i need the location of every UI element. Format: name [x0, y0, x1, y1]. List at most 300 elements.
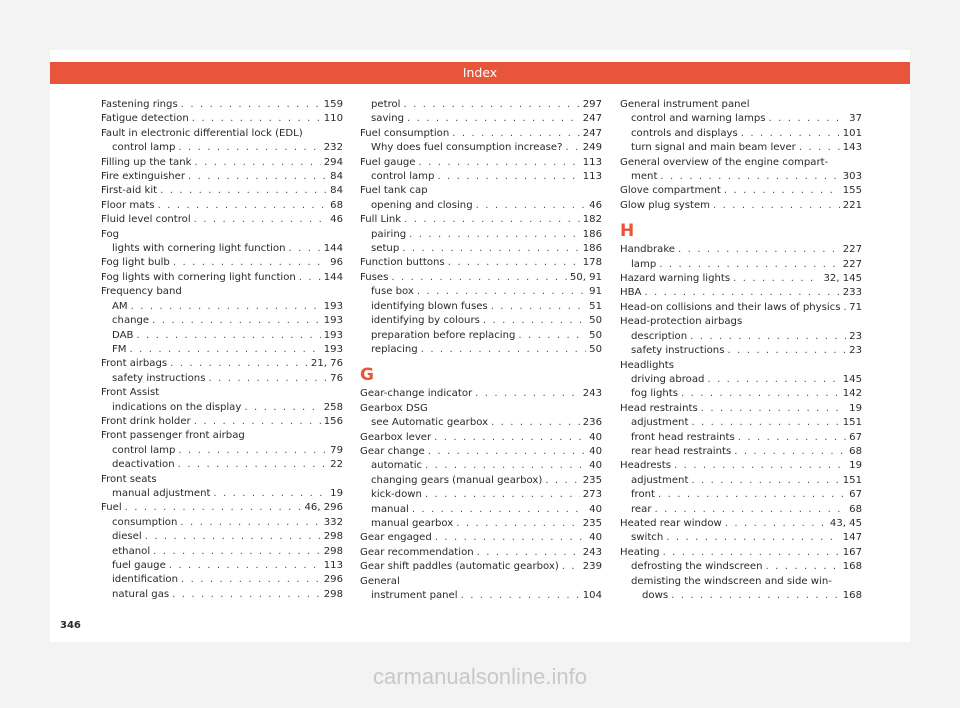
dot-leader	[299, 271, 321, 285]
entry-page-ref: 332	[323, 516, 343, 528]
entry-term: replacing	[371, 343, 418, 355]
entry-term: identifying blown fuses	[371, 300, 488, 312]
entry-page-ref: 303	[842, 171, 862, 183]
dot-leader	[181, 573, 321, 587]
dot-leader	[160, 184, 327, 198]
entry-term: pairing	[371, 228, 407, 240]
entry-term: Why does fuel consumption increase?	[371, 142, 563, 154]
entry-term: Headrests	[620, 460, 672, 472]
dot-leader	[412, 503, 586, 517]
dot-leader	[707, 373, 839, 387]
entry-term: turn signal and main beam lever	[631, 142, 796, 154]
entry-page-ref: 249	[582, 142, 602, 154]
dot-leader	[491, 300, 586, 314]
dot-leader	[421, 343, 586, 357]
index-entry	[620, 170, 862, 184]
entry-page-ref: 294	[323, 156, 343, 168]
entry-page-ref: 68	[330, 199, 343, 211]
entry-term: opening and closing	[371, 199, 473, 211]
dot-leader	[733, 272, 820, 286]
entry-page-ref: 21, 76	[310, 358, 343, 370]
index-entry	[101, 573, 343, 587]
dot-leader	[178, 444, 327, 458]
entry-page-ref: 298	[323, 588, 343, 600]
dot-leader	[181, 98, 321, 112]
dot-leader	[690, 330, 846, 344]
index-entry	[620, 387, 862, 401]
page-title: Index	[462, 65, 498, 80]
entry-term: Fatigue detection	[101, 113, 189, 125]
entry-page-ref: 144	[323, 243, 343, 255]
entry-page-ref: 247	[582, 113, 602, 125]
entry-page-ref: 156	[323, 415, 343, 427]
dot-leader	[724, 184, 840, 198]
entry-page-ref: 144	[323, 271, 343, 283]
entry-page-ref: 159	[323, 99, 343, 110]
dot-leader	[658, 488, 846, 502]
entry-term: manual gearbox	[371, 517, 454, 529]
dot-leader	[562, 560, 580, 574]
index-entry	[360, 199, 602, 213]
entry-term: First-aid kit	[101, 185, 158, 197]
entry-term: Glow plug system	[620, 199, 710, 211]
dot-leader	[152, 314, 321, 328]
entry-page-ref: 84	[330, 185, 343, 197]
entry-page-ref: 168	[842, 561, 862, 573]
index-entry	[101, 300, 343, 314]
entry-term: Hazard warning lights	[620, 273, 731, 285]
index-entry	[620, 402, 862, 416]
index-column-2	[360, 98, 602, 603]
entry-term: instrument panel	[371, 590, 458, 601]
entry-page-ref: 19	[330, 487, 343, 499]
entry-page-ref: 50	[589, 315, 602, 327]
entry-term: see Automatic gearbox	[371, 417, 489, 429]
entry-term: rear head restraints	[631, 445, 732, 457]
dot-leader	[741, 127, 840, 141]
index-heading: Fog	[101, 228, 120, 240]
index-entry	[101, 458, 343, 472]
entry-term: Gearbox lever	[360, 431, 432, 443]
dot-leader	[660, 170, 839, 184]
entry-term: control and warning lamps	[631, 113, 766, 125]
dot-leader	[435, 531, 586, 545]
entry-page-ref: 67	[849, 431, 862, 443]
index-entry	[620, 272, 862, 286]
entry-term: fuel gauge	[112, 560, 166, 571]
index-entry	[101, 199, 343, 213]
index-entry	[360, 213, 602, 227]
dot-leader	[691, 474, 839, 488]
index-entry	[620, 546, 862, 560]
dot-leader	[448, 256, 580, 270]
dot-leader	[188, 170, 327, 184]
index-entry	[360, 474, 602, 488]
entry-page-ref: 155	[842, 185, 862, 197]
index-entry	[360, 488, 602, 502]
entry-term: manual	[371, 503, 409, 515]
dot-leader	[483, 314, 586, 328]
index-entry	[101, 588, 343, 602]
index-entry	[620, 560, 862, 574]
entry-page-ref: 50, 91	[569, 271, 602, 283]
dot-leader	[476, 199, 587, 213]
entry-term: Fog light bulb	[101, 257, 170, 269]
entry-page-ref: 40	[589, 445, 602, 457]
dot-leader	[169, 559, 321, 573]
entry-term: Fuel gauge	[360, 156, 416, 168]
index-heading: Head-protection airbags	[620, 316, 743, 328]
entry-page-ref: 227	[842, 244, 862, 256]
dot-leader	[194, 415, 321, 429]
dot-leader	[701, 402, 846, 416]
entry-term: Fuses	[360, 271, 389, 283]
dot-leader	[428, 445, 586, 459]
entry-page-ref: 84	[330, 171, 343, 183]
entry-page-ref: 43, 45	[829, 517, 862, 529]
entry-page-ref: 68	[849, 445, 862, 457]
entry-page-ref: 186	[582, 243, 602, 255]
dot-leader	[158, 199, 328, 213]
entry-term: natural gas	[112, 588, 170, 600]
index-entry	[620, 589, 862, 603]
index-heading: Frequency band	[101, 286, 182, 298]
entry-term: Handbrake	[620, 244, 676, 256]
entry-page-ref: 40	[589, 532, 602, 544]
entry-page-ref: 19	[849, 402, 862, 414]
dot-leader	[418, 156, 579, 170]
index-heading: Gearbox DSG	[360, 402, 428, 414]
entry-term: ment	[631, 171, 658, 183]
index-entry	[360, 242, 602, 256]
entry-page-ref: 110	[323, 113, 343, 125]
entry-term: automatic	[371, 460, 423, 472]
entry-page-ref: 182	[582, 214, 602, 226]
entry-page-ref: 235	[582, 474, 602, 486]
index-entry	[360, 141, 602, 155]
entry-page-ref: 113	[323, 560, 343, 571]
dot-leader	[417, 285, 586, 299]
entry-term: dows	[642, 590, 669, 601]
dot-leader	[173, 256, 327, 270]
entry-page-ref: 71	[849, 301, 862, 313]
entry-term: Full Link	[360, 214, 402, 226]
entry-page-ref: 273	[582, 489, 602, 501]
entry-term: Floor mats	[101, 199, 155, 211]
index-column-3	[620, 98, 862, 603]
index-entry	[360, 431, 602, 445]
index-entry	[620, 431, 862, 445]
index-entry	[360, 416, 602, 430]
entry-term: adjustment	[631, 474, 689, 486]
entry-term: deactivation	[112, 459, 175, 471]
entry-page-ref: 46	[330, 214, 343, 226]
entry-page-ref: 258	[323, 401, 343, 413]
index-entry	[360, 285, 602, 299]
entry-term: adjustment	[631, 417, 689, 429]
entry-term: Function buttons	[360, 257, 445, 269]
dot-leader	[654, 503, 846, 517]
entry-page-ref: 227	[842, 258, 862, 270]
index-entry	[101, 444, 343, 458]
dot-leader	[194, 156, 320, 170]
dot-leader	[727, 344, 846, 358]
index-entry	[101, 213, 343, 227]
index-entry	[101, 156, 343, 170]
section-letter: H	[620, 221, 635, 242]
dot-leader	[674, 459, 846, 473]
entry-term: Gear shift paddles (automatic gearbox)	[360, 561, 559, 573]
dot-leader	[208, 372, 327, 386]
index-entry	[620, 416, 862, 430]
entry-term: controls and displays	[631, 127, 738, 139]
index-entry	[620, 474, 862, 488]
index-entry	[360, 560, 602, 574]
section-letter: G	[360, 365, 374, 386]
entry-page-ref: 143	[842, 142, 862, 154]
dot-leader	[738, 431, 846, 445]
entry-term: fuse box	[371, 286, 414, 298]
index-entry	[101, 343, 343, 357]
entry-page-ref: 243	[582, 546, 602, 558]
index-entry	[620, 286, 862, 300]
dot-leader	[289, 242, 321, 256]
entry-term: manual adjustment	[112, 487, 211, 499]
entry-page-ref: 79	[330, 444, 343, 456]
dot-leader	[843, 301, 846, 315]
entry-term: control lamp	[112, 142, 176, 154]
entry-term: Fuel	[101, 502, 122, 514]
entry-page-ref: 142	[842, 388, 862, 400]
entry-term: Gear-change indicator	[360, 388, 473, 400]
entry-term: identifying by colours	[371, 315, 480, 327]
entry-term: consumption	[112, 516, 178, 528]
entry-page-ref: 193	[323, 300, 343, 312]
index-column-1	[101, 98, 343, 602]
entry-page-ref: 151	[842, 417, 862, 429]
entry-term: Heating	[620, 546, 660, 558]
index-header	[50, 62, 910, 84]
dot-leader	[456, 517, 580, 531]
entry-term: lights with cornering light function	[112, 243, 286, 255]
entry-term: control lamp	[371, 171, 435, 183]
dot-leader	[659, 258, 839, 272]
entry-term: preparation before replacing	[371, 329, 516, 341]
index-entry	[101, 242, 343, 256]
entry-page-ref: 50	[589, 343, 602, 355]
entry-term: switch	[631, 532, 664, 544]
index-entry	[101, 314, 343, 328]
entry-term: petrol	[371, 99, 401, 110]
entry-term: lamp	[631, 258, 657, 270]
dot-leader	[565, 141, 579, 155]
index-entry	[101, 98, 343, 112]
index-entry	[360, 98, 602, 112]
index-heading: Fault in electronic differential lock (EDL)	[101, 127, 303, 139]
index-entry	[360, 503, 602, 517]
index-entry	[101, 329, 343, 343]
index-entry	[360, 329, 602, 343]
entry-page-ref: 91	[589, 286, 602, 298]
dot-leader	[178, 141, 320, 155]
entry-term: Front airbags	[101, 358, 168, 370]
dot-leader	[425, 488, 580, 502]
entry-term: HBA	[620, 287, 642, 299]
index-entry	[620, 141, 862, 155]
index-heading: Front Assist	[101, 387, 160, 399]
entry-term: Gear change	[360, 445, 425, 457]
entry-term: Fire extinguisher	[101, 171, 186, 183]
index-entry	[101, 530, 343, 544]
index-entry	[360, 156, 602, 170]
entry-page-ref: 19	[849, 460, 862, 472]
dot-leader	[194, 213, 328, 227]
entry-term: Gear engaged	[360, 532, 432, 544]
entry-page-ref: 298	[323, 545, 343, 557]
dot-leader	[131, 300, 321, 314]
index-heading: Front passenger front airbag	[101, 430, 245, 442]
index-entry	[101, 170, 343, 184]
dot-leader	[663, 546, 840, 560]
entry-page-ref: 147	[842, 532, 862, 544]
entry-page-ref: 168	[842, 590, 862, 601]
index-entry	[101, 256, 343, 270]
entry-term: FM	[112, 343, 127, 355]
entry-term: Fuel consumption	[360, 127, 450, 139]
dot-leader	[136, 329, 320, 343]
index-entry	[620, 112, 862, 126]
entry-term: Head-on collisions and their laws of physics	[620, 301, 841, 313]
entry-page-ref: 46, 296	[304, 502, 343, 514]
index-entry	[620, 301, 862, 315]
dot-leader	[172, 588, 321, 602]
index-entry	[620, 127, 862, 141]
watermark-text: carmanualsonline.info	[372, 664, 588, 689]
dot-leader	[734, 445, 846, 459]
entry-term: Head restraints	[620, 402, 698, 414]
entry-page-ref: 23	[849, 345, 862, 357]
index-heading: Headlights	[620, 359, 675, 371]
index-entry	[620, 258, 862, 272]
index-entry	[620, 517, 862, 531]
entry-page-ref: 37	[849, 113, 862, 125]
entry-term: fog lights	[631, 388, 678, 400]
entry-page-ref: 298	[323, 531, 343, 543]
entry-page-ref: 178	[582, 257, 602, 269]
entry-page-ref: 40	[589, 431, 602, 443]
index-entry	[360, 256, 602, 270]
entry-page-ref: 232	[323, 142, 343, 154]
entry-term: changing gears (manual gearbox)	[371, 474, 543, 486]
page-number: 346	[60, 620, 81, 631]
dot-leader	[404, 213, 580, 227]
entry-page-ref: 23	[849, 330, 862, 342]
index-heading: Fuel tank cap	[360, 185, 428, 197]
dot-leader	[409, 228, 580, 242]
index-entry	[360, 459, 602, 473]
index-entry	[360, 387, 602, 401]
entry-term: front head restraints	[631, 431, 735, 443]
index-entry	[101, 487, 343, 501]
entry-page-ref: 96	[330, 257, 343, 269]
index-entry	[620, 344, 862, 358]
dot-leader	[452, 127, 579, 141]
entry-term: rear	[631, 503, 652, 515]
index-heading: demisting the windscreen and side win-	[631, 575, 832, 587]
dot-leader	[799, 141, 840, 155]
dot-leader	[461, 589, 580, 603]
entry-page-ref: 46	[589, 199, 602, 211]
dot-leader	[145, 530, 321, 544]
dot-leader	[678, 243, 840, 257]
index-entry	[360, 517, 602, 531]
entry-term: kick-down	[371, 489, 422, 501]
dot-leader	[644, 286, 839, 300]
dot-leader	[180, 516, 320, 530]
dot-leader	[402, 242, 579, 256]
entry-page-ref: 104	[582, 590, 602, 601]
entry-term: Gear recommendation	[360, 546, 474, 558]
dot-leader	[475, 387, 580, 401]
entry-page-ref: 297	[582, 99, 602, 110]
entry-page-ref: 40	[589, 503, 602, 515]
entry-term: Fluid level control	[101, 214, 191, 226]
index-entry	[101, 559, 343, 573]
entry-page-ref: 247	[582, 127, 602, 139]
index-entry	[360, 589, 602, 603]
entry-term: Glove compartment	[620, 185, 721, 197]
entry-term: Fastening rings	[101, 99, 178, 110]
index-heading: General	[360, 575, 400, 587]
dot-leader	[192, 112, 321, 126]
entry-term: identification	[112, 574, 179, 586]
index-entry	[101, 112, 343, 126]
index-entry	[360, 300, 602, 314]
entry-page-ref: 151	[842, 474, 862, 486]
dot-leader	[170, 357, 308, 371]
index-entry	[360, 228, 602, 242]
entry-term: defrosting the windscreen	[631, 561, 763, 573]
entry-page-ref: 193	[323, 329, 343, 341]
dot-leader	[425, 459, 586, 473]
entry-term: Fog lights with cornering light function	[101, 271, 296, 283]
index-entry	[101, 271, 343, 285]
entry-page-ref: 296	[323, 574, 343, 586]
dot-leader	[766, 560, 840, 574]
entry-term: Front drink holder	[101, 415, 191, 427]
entry-term: DAB	[112, 329, 134, 341]
dot-leader	[491, 416, 580, 430]
entry-term: diesel	[112, 531, 142, 543]
entry-term: safety instructions	[631, 345, 725, 357]
dot-leader	[477, 546, 580, 560]
index-entry	[101, 501, 343, 515]
entry-term: safety instructions	[112, 372, 206, 384]
index-entry	[620, 243, 862, 257]
index-entry	[101, 357, 343, 371]
index-entry	[620, 199, 862, 213]
dot-leader	[391, 271, 567, 285]
entry-term: Heated rear window	[620, 517, 722, 529]
index-heading: General instrument panel	[620, 99, 750, 110]
entry-page-ref: 40	[589, 460, 602, 472]
dot-leader	[666, 531, 839, 545]
index-entry	[620, 373, 862, 387]
entry-page-ref: 113	[582, 156, 602, 168]
index-entry	[620, 488, 862, 502]
dot-leader	[244, 401, 320, 415]
entry-term: control lamp	[112, 444, 176, 456]
